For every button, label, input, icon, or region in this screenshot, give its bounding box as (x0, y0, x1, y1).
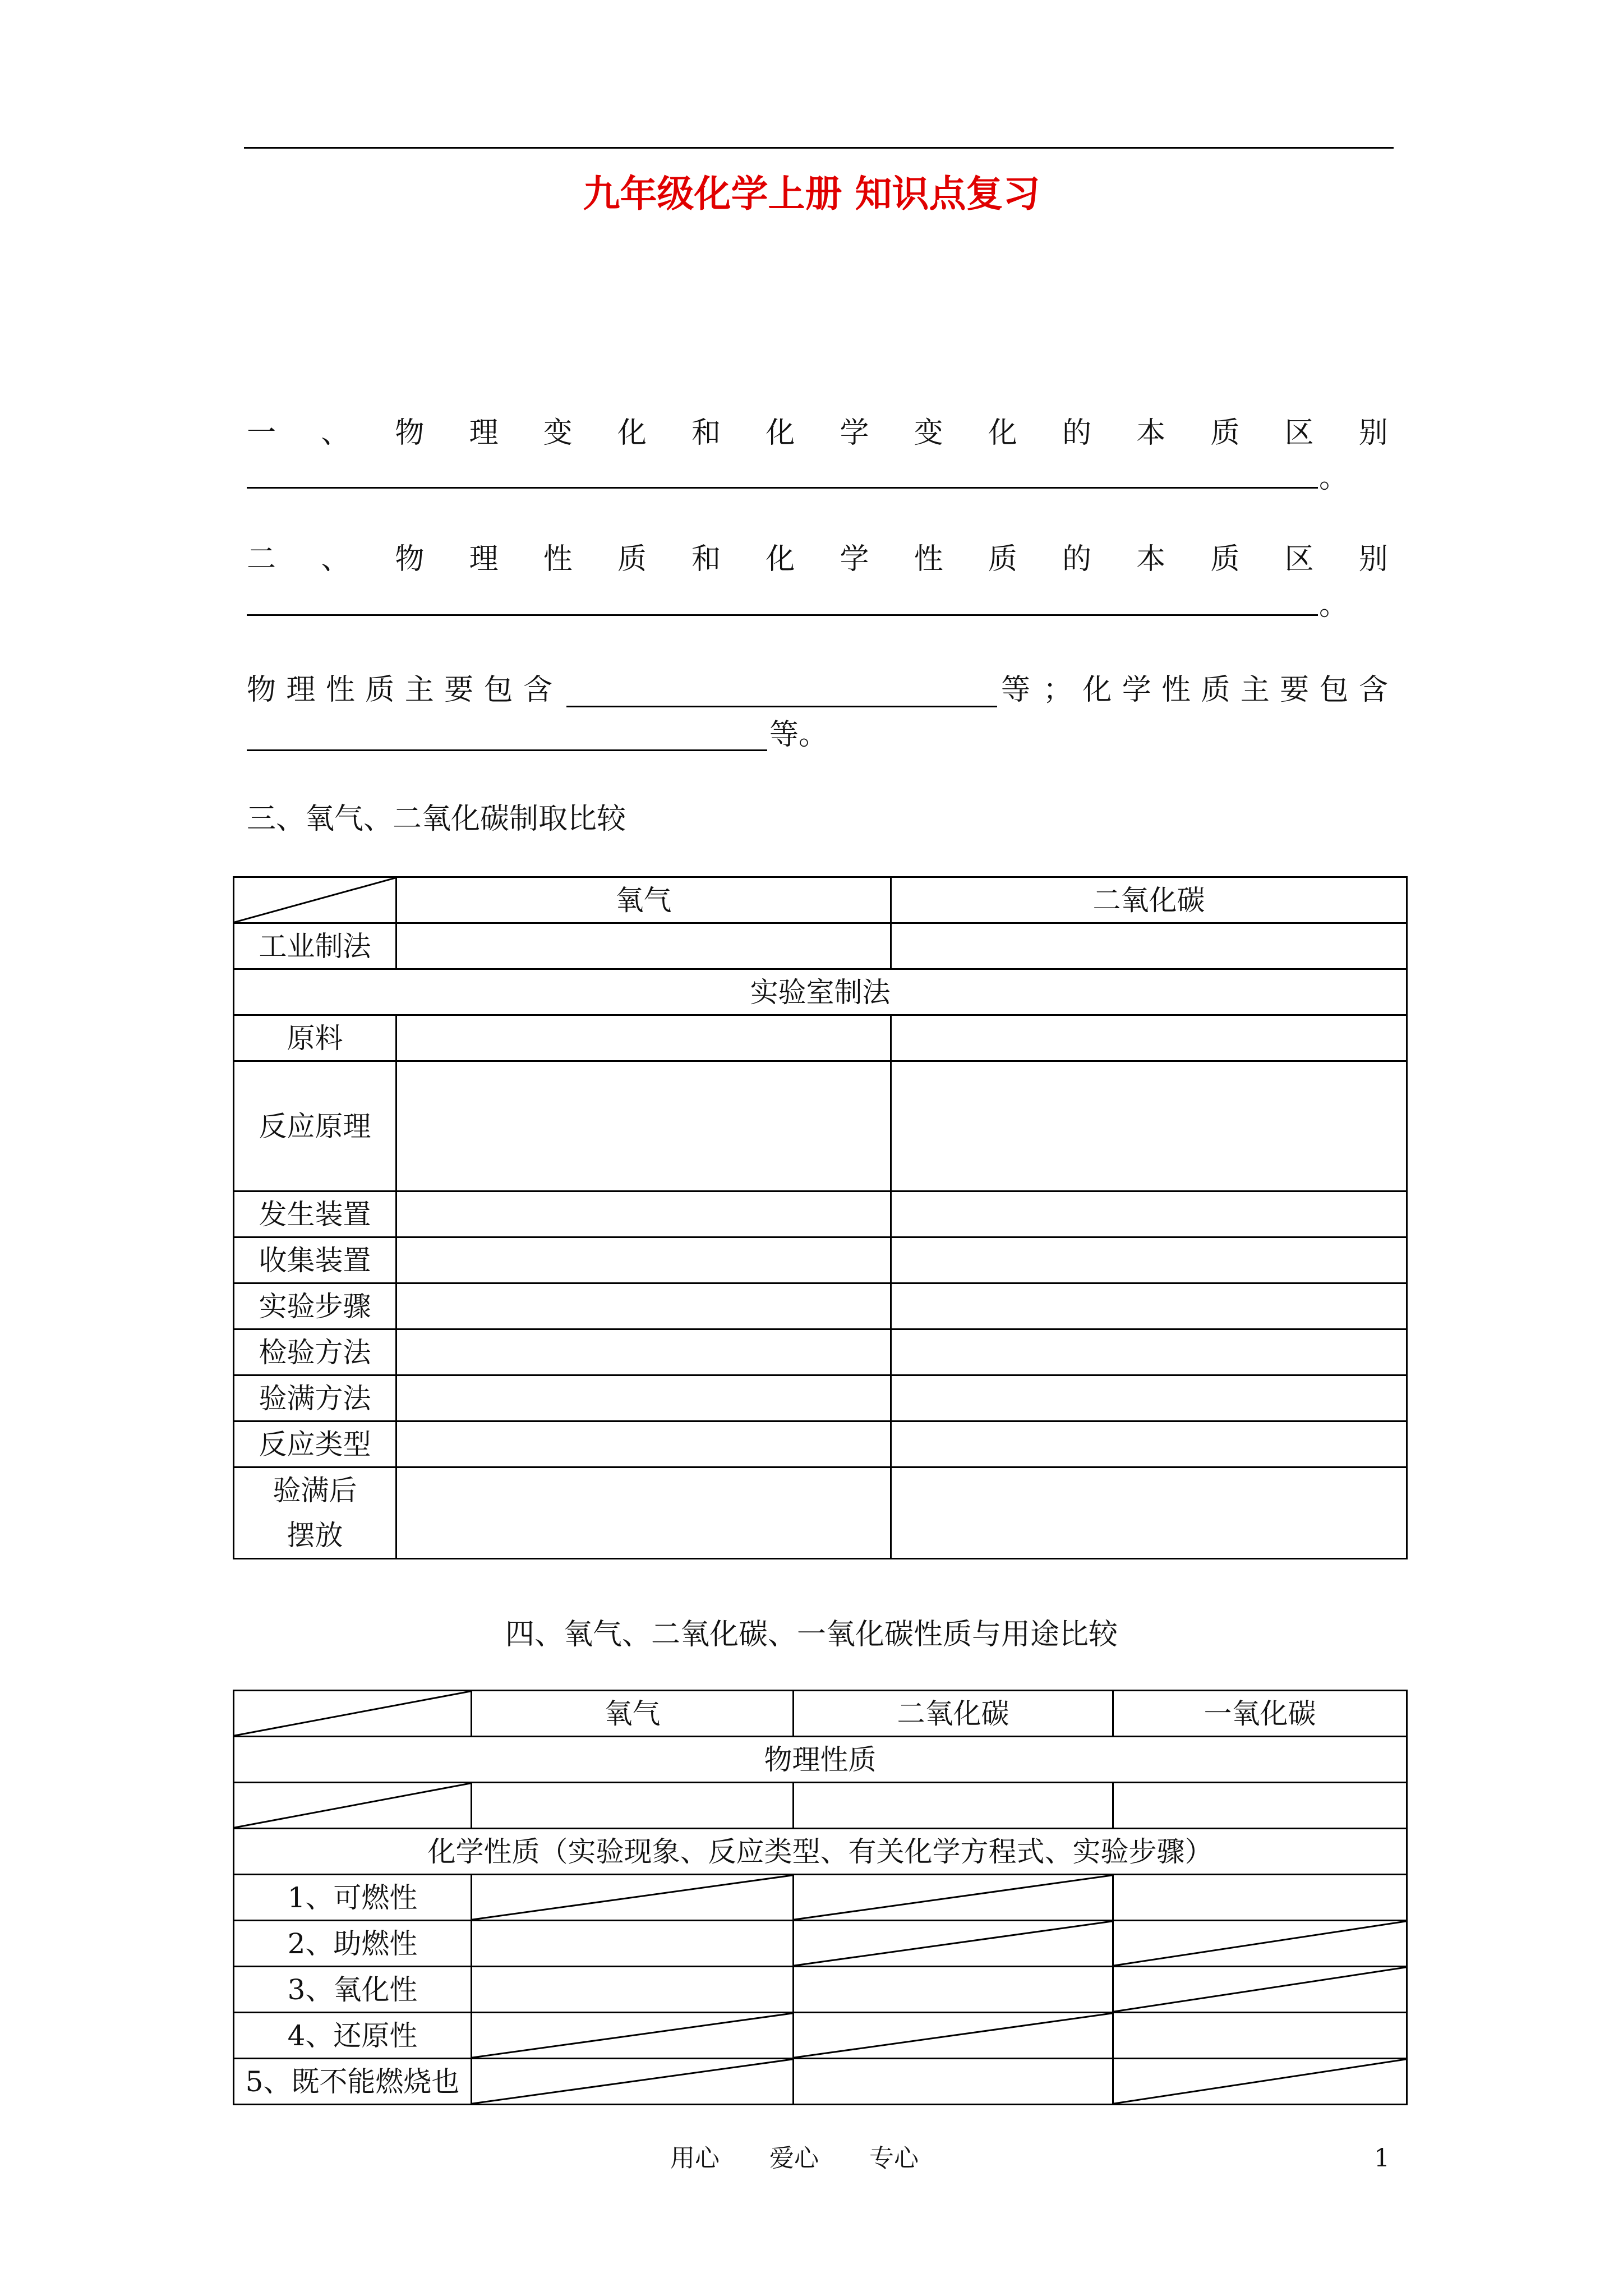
question-2-end: 。 (1319, 588, 1349, 622)
question-char: 化 (988, 416, 1017, 450)
header-oxygen: 氧气 (472, 1691, 794, 1737)
comparison-table-properties (233, 1690, 1408, 2105)
page-number: 1 (1374, 2144, 1390, 2173)
cell-blank (396, 1329, 891, 1375)
question-char: 质 (988, 542, 1017, 576)
crossed-cell (794, 1921, 1113, 1967)
question-char: 质 (1201, 673, 1230, 707)
header-rule (244, 147, 1394, 149)
row-label: 2、助燃性 (234, 1921, 472, 1967)
cell-blank (396, 923, 891, 969)
answer-blank-1 (247, 487, 1318, 489)
cell-blank (1113, 1875, 1407, 1921)
footer-motto-2: 爱心 (769, 2144, 819, 2173)
cell-blank (891, 1237, 1407, 1283)
question-char: 理 (469, 542, 499, 576)
question-char: 别 (1358, 542, 1388, 576)
cell-blank (891, 1061, 1407, 1191)
row-label: 发生装置 (234, 1191, 396, 1237)
question-char: 物 (395, 542, 425, 576)
row-label: 3、氧化性 (234, 1967, 472, 2013)
question-char: 含 (523, 673, 552, 707)
cell-blank (794, 1783, 1113, 1829)
question-char: 主 (1240, 673, 1270, 707)
document-title: 九年级化学上册 知识点复习 (583, 172, 1040, 215)
cell-blank (472, 1921, 794, 1967)
crossed-cell (1113, 1921, 1407, 1967)
question-char: 的 (1062, 542, 1092, 576)
footer-motto-3: 专心 (869, 2144, 919, 2173)
crossed-cell (794, 1875, 1113, 1921)
cell-blank (891, 1191, 1407, 1237)
question-char: 和 (691, 416, 721, 450)
cell-blank (891, 1375, 1407, 1421)
cell-blank (396, 1191, 891, 1237)
question-2 (247, 541, 1388, 577)
question-char: 化 (766, 542, 795, 576)
question-char: 含 (1358, 673, 1388, 707)
crossed-cell (794, 2013, 1113, 2059)
question-char: 区 (1284, 542, 1314, 576)
question-char: 和 (691, 542, 721, 576)
row-label (234, 1467, 396, 1559)
question-char: 本 (1136, 416, 1166, 450)
question-char: 质 (617, 542, 647, 576)
question-char: 物 (247, 673, 276, 707)
answer-blank-2 (247, 614, 1318, 616)
cell-blank (794, 2059, 1113, 2105)
crossed-cell (472, 2059, 794, 2105)
question-char: 物 (395, 416, 425, 450)
crossed-cell (472, 1875, 794, 1921)
question-char: 本 (1136, 542, 1166, 576)
question-char: 区 (1284, 416, 1314, 450)
row-label: 收集装置 (234, 1237, 396, 1283)
row-label: 实验步骤 (234, 1283, 396, 1329)
question-char: ； (1043, 673, 1073, 707)
question-char: 变 (914, 416, 943, 450)
cell-blank (891, 1467, 1407, 1559)
row-label: 验满方法 (234, 1375, 396, 1421)
crossed-cell (472, 2013, 794, 2059)
cell-blank (891, 923, 1407, 969)
question-char: 别 (1358, 416, 1388, 450)
cell-blank (472, 1783, 794, 1829)
question-char: 学 (1122, 673, 1151, 707)
row-label: 1、可燃性 (234, 1875, 472, 1921)
header-carbon-dioxide: 二氧化碳 (891, 877, 1407, 923)
question-3-end: 等。 (769, 718, 828, 752)
question-char: 主 (404, 673, 434, 707)
answer-blank-3b (247, 749, 767, 751)
question-1-end: 。 (1319, 461, 1349, 495)
question-char: 理 (469, 416, 499, 450)
cell-blank (891, 1329, 1407, 1375)
question-char: 化 (766, 416, 795, 450)
chemical-property-prompt (1043, 672, 1388, 708)
section-4-heading: 四、氧气、二氧化碳、一氧化碳性质与用途比较 (505, 1618, 1118, 1651)
cell-blank (396, 1015, 891, 1061)
header-oxygen: 氧气 (396, 877, 891, 923)
row-label: 原料 (234, 1015, 396, 1061)
question-char: 包 (1319, 673, 1349, 707)
row-label: 反应原理 (234, 1061, 396, 1191)
question-char: 性 (914, 542, 943, 576)
physical-property-prompt (247, 672, 552, 708)
cell-blank (396, 1467, 891, 1559)
question-char: 要 (1280, 673, 1310, 707)
comparison-table-preparation (233, 876, 1408, 1559)
row-label-text: 验满后摆放 (273, 1474, 357, 1552)
row-label: 5、既不能燃烧也 (234, 2059, 472, 2105)
header-carbon-monoxide: 一氧化碳 (1113, 1691, 1407, 1737)
corner-cell (234, 1691, 472, 1737)
physical-properties-header: 物理性质 (234, 1737, 1407, 1783)
question-char: 二 (247, 542, 276, 576)
cell-blank (1113, 2013, 1407, 2059)
question-char: 质 (365, 673, 395, 707)
question-char: 变 (543, 416, 573, 450)
cell-blank (891, 1283, 1407, 1329)
row-label-industry: 工业制法 (234, 923, 396, 969)
question-char: 化 (617, 416, 647, 450)
cell-blank (396, 1237, 891, 1283)
question-char: 的 (1062, 416, 1092, 450)
question-char: 性 (325, 673, 355, 707)
lab-method-header: 实验室制法 (234, 969, 1407, 1015)
header-carbon-dioxide: 二氧化碳 (794, 1691, 1113, 1737)
row-label: 检验方法 (234, 1329, 396, 1375)
cell-blank (396, 1061, 891, 1191)
answer-blank-3a (566, 706, 997, 707)
row-label: 4、还原性 (234, 2013, 472, 2059)
cell-blank (891, 1015, 1407, 1061)
cell-blank (472, 1967, 794, 2013)
cell-blank (396, 1375, 891, 1421)
section-3-heading: 三、氧气、二氧化碳制取比较 (247, 802, 626, 836)
question-char: 要 (444, 673, 474, 707)
cell-blank (396, 1421, 891, 1467)
question-1 (247, 415, 1388, 451)
footer-motto-1: 用心 (670, 2144, 720, 2173)
crossed-cell (1113, 1967, 1407, 2013)
question-char: 学 (840, 542, 869, 576)
question-char: 性 (543, 542, 573, 576)
cell-blank (396, 1283, 891, 1329)
question-char: 、 (321, 416, 351, 450)
question-char: 、 (321, 542, 351, 576)
cell-blank (891, 1421, 1407, 1467)
question-char: 一 (247, 416, 276, 450)
row-label: 反应类型 (234, 1421, 396, 1467)
cell-blank (794, 1967, 1113, 2013)
question-char: 化 (1082, 673, 1112, 707)
question-char: 质 (1210, 416, 1240, 450)
crossed-cell (234, 1783, 472, 1829)
cell-blank (1113, 1783, 1407, 1829)
question-char: 包 (483, 673, 513, 707)
question-char: 质 (1210, 542, 1240, 576)
chemical-properties-header: 化学性质（实验现象、反应类型、有关化学方程式、实验步骤） (234, 1829, 1407, 1875)
crossed-cell (1113, 2059, 1407, 2105)
corner-cell (234, 877, 396, 923)
question-3-mid: 等 (1001, 673, 1031, 707)
question-char: 理 (286, 673, 316, 707)
question-char: 学 (840, 416, 869, 450)
question-char: 性 (1161, 673, 1191, 707)
